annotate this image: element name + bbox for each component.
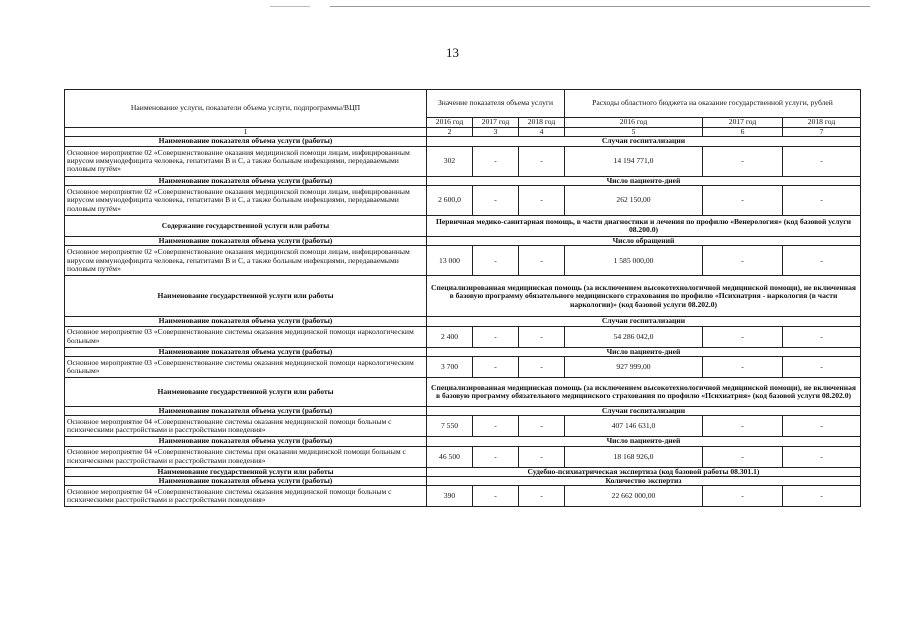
value-cell: - bbox=[783, 146, 861, 176]
budget-table bbox=[64, 89, 861, 507]
value-cell: - bbox=[783, 326, 861, 347]
activity-name: Основное мероприятие 02 «Совершенствование оказания медицинской помощи лицам, инфицированным вирусом иммунодефицита человека, гепатитами В и С, а также больным инфекциями, передаваемыми половым путём» bbox=[65, 186, 427, 216]
table-row bbox=[65, 446, 861, 467]
activity-name: Основное мероприятие 04 «Совершенствование системы оказания медицинской помощи больным с психическими расстройствами и расстройствами поведения» bbox=[65, 416, 427, 437]
value-cell: - bbox=[783, 357, 861, 378]
value-cell: - bbox=[519, 326, 565, 347]
service-label: Наименование государственной услуги или работы bbox=[65, 467, 427, 476]
indicator-label: Наименование показателя объема услуги (работы) bbox=[65, 237, 427, 246]
indicator-label-row bbox=[65, 437, 861, 446]
value-cell: - bbox=[703, 446, 783, 467]
table-row bbox=[65, 357, 861, 378]
service-label: Наименование государственной услуги или работы bbox=[65, 276, 427, 317]
value-cell: 54 286 042,0 bbox=[565, 326, 703, 347]
header-expense: Расходы областного бюджета на оказание государственной услуги, рублей bbox=[565, 90, 861, 118]
table-row bbox=[65, 416, 861, 437]
value-cell: - bbox=[783, 186, 861, 216]
indicator-label-row bbox=[65, 176, 861, 185]
value-cell: 262 150,00 bbox=[565, 186, 703, 216]
value-cell: 927 999,00 bbox=[565, 357, 703, 378]
table-row bbox=[65, 246, 861, 276]
table-row bbox=[65, 146, 861, 176]
value-cell: - bbox=[519, 486, 565, 507]
year-cell: 2018 год bbox=[783, 118, 861, 128]
service-value: Специализированная медицинская помощь (за исключением высокотехнологичной медицинской помощи), не включенная в базовую программу обязательного медицинского страхования по профилю «Психиатрия - наркология (в части наркологии)» (код базовой услуги 08.202.0) bbox=[427, 276, 861, 317]
value-cell: - bbox=[703, 326, 783, 347]
service-row bbox=[65, 216, 861, 237]
value-cell: - bbox=[519, 146, 565, 176]
value-cell: - bbox=[473, 186, 519, 216]
activity-name: Основное мероприятие 04 «Совершенствование системы при оказании медицинской помощи больным с психическими расстройствами и расстройствами поведения» bbox=[65, 446, 427, 467]
year-cell: 2018 год bbox=[519, 118, 565, 128]
value-cell: - bbox=[783, 446, 861, 467]
header-volume: Значение показателя объема услуги bbox=[427, 90, 565, 118]
service-label: Наименование государственной услуги или работы bbox=[65, 378, 427, 407]
indicator-label: Наименование показателя объема услуги (работы) bbox=[65, 437, 427, 446]
value-cell: - bbox=[703, 416, 783, 437]
indicator-label-row bbox=[65, 137, 861, 146]
value-cell: - bbox=[703, 486, 783, 507]
col-number: 3 bbox=[473, 128, 519, 137]
indicator-label-row bbox=[65, 237, 861, 246]
value-cell: 46 500 bbox=[427, 446, 473, 467]
indicator-label-row bbox=[65, 317, 861, 326]
indicator-value: Число пациенто-дней bbox=[427, 437, 861, 446]
value-cell: - bbox=[519, 246, 565, 276]
activity-name: Основное мероприятие 03 «Совершенствование системы оказания медицинской помощи наркологическим больным» bbox=[65, 326, 427, 347]
activity-name: Основное мероприятие 04 «Совершенствование системы оказания медицинской помощи больным с психическими расстройствами и расстройствами поведения» bbox=[65, 486, 427, 507]
service-value: Первичная медико-санитарная помощь, в части диагностики и лечения по профилю «Венерология» (код базовой услуги 08.200.0) bbox=[427, 216, 861, 237]
col-number: 4 bbox=[519, 128, 565, 137]
value-cell: - bbox=[783, 246, 861, 276]
indicator-label: Наименование показателя объема услуги (работы) bbox=[65, 137, 427, 146]
value-cell: - bbox=[783, 486, 861, 507]
service-row bbox=[65, 276, 861, 317]
value-cell: - bbox=[783, 416, 861, 437]
value-cell: 14 194 771,0 bbox=[565, 146, 703, 176]
header-name: Наименование услуги, показатели объема услуги, подпрограммы/ВЦП bbox=[65, 90, 427, 128]
indicator-label-row bbox=[65, 477, 861, 486]
indicator-label: Наименование показателя объема услуги (работы) bbox=[65, 407, 427, 416]
indicator-value: Случаи госпитализации bbox=[427, 407, 861, 416]
col-number: 5 bbox=[565, 128, 703, 137]
year-cell: 2017 год bbox=[703, 118, 783, 128]
indicator-label: Наименование показателя объема услуги (работы) bbox=[65, 477, 427, 486]
page-number: 13 bbox=[446, 45, 459, 60]
indicator-value: Число пациенто-дней bbox=[427, 176, 861, 185]
table-row bbox=[65, 186, 861, 216]
value-cell: 1 585 000,00 bbox=[565, 246, 703, 276]
table-header-row bbox=[65, 90, 861, 118]
value-cell: 2 400 bbox=[427, 326, 473, 347]
value-cell: 3 700 bbox=[427, 357, 473, 378]
value-cell: - bbox=[473, 486, 519, 507]
col-number: 1 bbox=[65, 128, 427, 137]
table-colnum-row bbox=[65, 128, 861, 137]
value-cell: 2 600,0 bbox=[427, 186, 473, 216]
scan-artifact bbox=[270, 6, 310, 7]
activity-name: Основное мероприятие 02 «Совершенствование оказания медицинской помощи лицам, инфицированным вирусом иммунодефицита человека, гепатитами В и С, а также больным инфекциями, передаваемыми половым путём» bbox=[65, 146, 427, 176]
indicator-value: Количество экспертиз bbox=[427, 477, 861, 486]
col-number: 2 bbox=[427, 128, 473, 137]
indicator-label: Наименование показателя объема услуги (работы) bbox=[65, 176, 427, 185]
indicator-value: Число пациенто-дней bbox=[427, 347, 861, 356]
value-cell: 7 550 bbox=[427, 416, 473, 437]
service-row bbox=[65, 378, 861, 407]
value-cell: - bbox=[703, 357, 783, 378]
value-cell: - bbox=[473, 416, 519, 437]
col-number: 6 bbox=[703, 128, 783, 137]
service-value: Судебно-психиатрическая экспертиза (код базовой работы 08.301.1) bbox=[427, 467, 861, 476]
service-value: Специализированная медицинская помощь (за исключением высокотехнологичной медицинской помощи), не включенная в базовую программу обязательного медицинского страхования по профилю «Психиатрия» (код базовой услуги 08.202.0) bbox=[427, 378, 861, 407]
value-cell: - bbox=[519, 186, 565, 216]
value-cell: - bbox=[473, 357, 519, 378]
activity-name: Основное мероприятие 02 «Совершенствование оказания медицинской помощи лицам, инфицированным вирусом иммунодефицита человека, гепатитами В и С, а также больным инфекциями, передаваемыми половым путём» bbox=[65, 246, 427, 276]
table-row bbox=[65, 326, 861, 347]
value-cell: 302 bbox=[427, 146, 473, 176]
table-row bbox=[65, 486, 861, 507]
year-cell: 2016 год bbox=[565, 118, 703, 128]
scan-artifact bbox=[330, 6, 870, 7]
indicator-value: Случаи госпитализации bbox=[427, 137, 861, 146]
year-cell: 2016 год bbox=[427, 118, 473, 128]
indicator-value: Случаи госпитализации bbox=[427, 317, 861, 326]
value-cell: 22 662 000,00 bbox=[565, 486, 703, 507]
indicator-value: Число обращений bbox=[427, 237, 861, 246]
value-cell: - bbox=[519, 357, 565, 378]
value-cell: - bbox=[473, 246, 519, 276]
service-row bbox=[65, 467, 861, 476]
value-cell: - bbox=[703, 246, 783, 276]
value-cell: - bbox=[473, 326, 519, 347]
year-cell: 2017 год bbox=[473, 118, 519, 128]
value-cell: - bbox=[703, 186, 783, 216]
col-number: 7 bbox=[783, 128, 861, 137]
service-label: Содержание государственной услуги или работы bbox=[65, 216, 427, 237]
value-cell: - bbox=[473, 146, 519, 176]
value-cell: 407 146 631,0 bbox=[565, 416, 703, 437]
indicator-label: Наименование показателя объема услуги (работы) bbox=[65, 317, 427, 326]
indicator-label-row bbox=[65, 347, 861, 356]
value-cell: 13 000 bbox=[427, 246, 473, 276]
value-cell: - bbox=[473, 446, 519, 467]
value-cell: - bbox=[519, 446, 565, 467]
value-cell: - bbox=[703, 146, 783, 176]
value-cell: 18 168 926,0 bbox=[565, 446, 703, 467]
value-cell: 390 bbox=[427, 486, 473, 507]
activity-name: Основное мероприятие 03 «Совершенствование системы оказания медицинской помощи наркологическим больным» bbox=[65, 357, 427, 378]
value-cell: - bbox=[519, 416, 565, 437]
indicator-label: Наименование показателя объема услуги (работы) bbox=[65, 347, 427, 356]
indicator-label-row bbox=[65, 407, 861, 416]
